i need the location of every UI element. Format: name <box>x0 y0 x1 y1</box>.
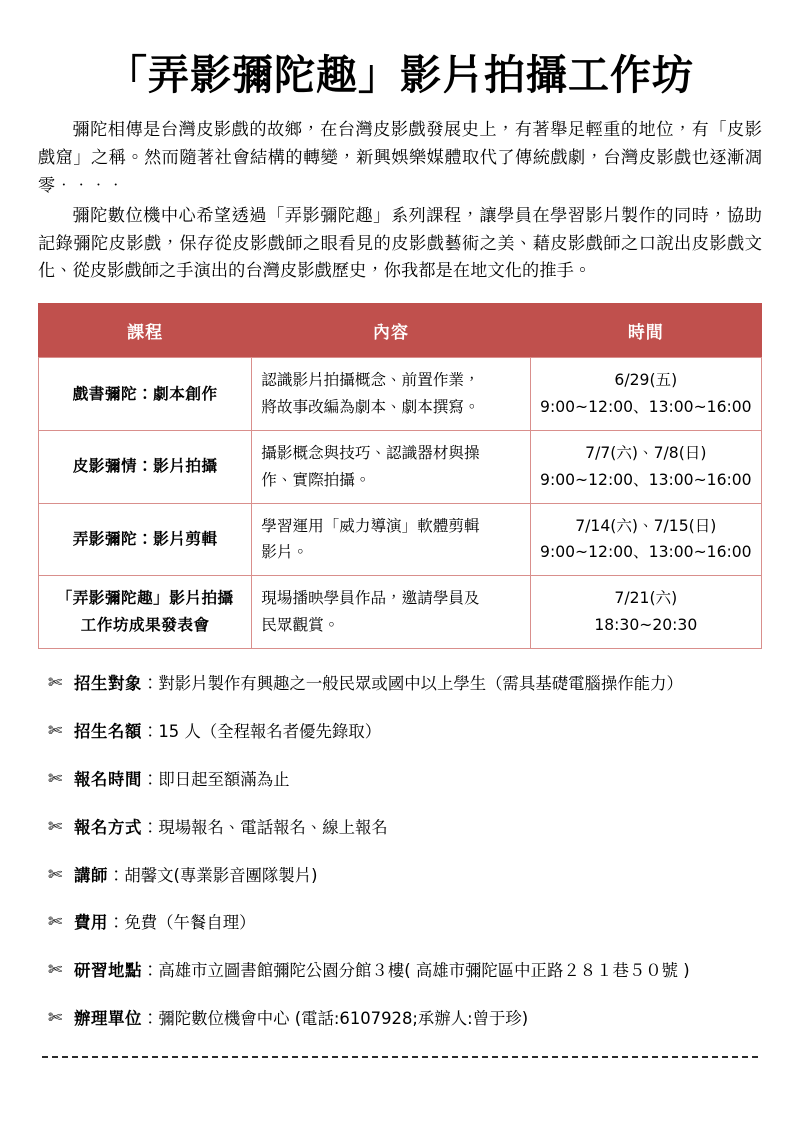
info-list <box>0 649 800 1032</box>
column-header-content: 內容 <box>252 304 530 358</box>
list-item <box>48 817 770 840</box>
cell-time-line: 9:00~12:00、13:00~16:00 <box>540 470 752 489</box>
scissors-bullet-icon: ✄ <box>48 864 63 885</box>
scissors-bullet-icon: ✄ <box>48 960 63 981</box>
cell-course <box>39 576 252 649</box>
list-item-text <box>74 960 770 982</box>
cell-time <box>530 430 761 503</box>
scissors-bullet-icon: ✄ <box>48 1008 63 1029</box>
list-item-value: ：即日起至額滿為止 <box>141 769 290 789</box>
scissors-bullet-icon: ✄ <box>48 672 63 693</box>
cell-content-line: 認識影片拍攝概念、前置作業， <box>261 371 480 390</box>
cell-time-line: 7/7(六)、7/8(日) <box>585 443 707 462</box>
cell-content-line: 影片。 <box>261 543 309 562</box>
column-header-time: 時間 <box>530 304 761 358</box>
cell-content <box>252 576 530 649</box>
list-item-text <box>74 912 770 934</box>
list-item-text <box>74 1008 770 1030</box>
cell-content-line: 將故事改編為劇本、劇本撰寫。 <box>261 398 480 417</box>
cell-content-line: 作、實際拍攝。 <box>261 470 371 489</box>
list-item <box>48 673 770 696</box>
list-item-label: 講師 <box>74 865 108 885</box>
cell-content-line: 攝影概念與技巧、認識器材與操 <box>261 443 480 462</box>
list-item-text <box>74 673 770 695</box>
list-item-text <box>74 865 770 887</box>
list-item-label: 辦理單位 <box>74 1009 142 1029</box>
cell-course: 皮影彌情：影片拍攝 <box>39 430 252 503</box>
cell-time-line: 6/29(五) <box>614 371 678 390</box>
cell-time-line: 9:00~12:00、13:00~16:00 <box>540 543 752 562</box>
column-header-course: 課程 <box>39 304 252 358</box>
list-item-value: ：現場報名、電話報名、線上報名 <box>141 817 388 837</box>
list-item-value: ：免費（午餐自理） <box>107 913 256 933</box>
scissors-bullet-icon: ✄ <box>48 720 63 741</box>
list-item-label: 報名方式 <box>74 817 142 837</box>
list-item <box>48 721 770 744</box>
intro-paragraph-2: 彌陀數位機中心希望透過「弄影彌陀趣」系列課程，讓學員在學習影片製作的同時，協助記錄彌陀皮影戲，保存從皮影戲師之眼看見的皮影戲藝術之美、藉皮影戲師之口說出皮影戲文化、從皮影戲師之手演出的台灣皮影戲歷史，你我都是在地文化的推手。 <box>38 205 762 282</box>
cell-course-line: 「弄影彌陀趣」影片拍攝 <box>56 589 234 608</box>
schedule-table-head <box>39 304 762 358</box>
list-item-value: ：彌陀數位機會中心 (電話:6107928;承辦人:曾于珍) <box>141 1009 529 1029</box>
list-item-text <box>74 817 770 839</box>
list-item-value: ：對影片製作有興趣之一般民眾或國中以上學生（需具基礎電腦操作能力） <box>141 673 683 693</box>
cell-content-line: 民眾觀賞。 <box>261 615 340 634</box>
cell-content-line: 現場播映學員作品，邀請學員及 <box>261 589 480 608</box>
list-item-text <box>74 721 770 743</box>
schedule-table-body <box>39 358 762 649</box>
list-item <box>48 960 770 983</box>
list-item <box>48 865 770 888</box>
scissors-bullet-icon: ✄ <box>48 816 63 837</box>
cell-time-line: 7/21(六) <box>614 589 678 608</box>
list-item <box>48 769 770 792</box>
cell-time <box>530 358 761 431</box>
cell-course: 弄影彌陀：影片剪輯 <box>39 503 252 576</box>
cell-time-line: 9:00~12:00、13:00~16:00 <box>540 398 752 417</box>
list-item-label: 報名時間 <box>74 769 142 789</box>
cell-content <box>252 503 530 576</box>
intro-paragraph-1: 彌陀相傳是台灣皮影戲的故鄉，在台灣皮影戲發展史上，有著舉足輕重的地位，有「皮影戲窟」之稱。然而隨著社會結構的轉變，新興娛樂媒體取代了傳統戲劇，台灣皮影戲也逐漸凋零．．．． <box>38 120 762 196</box>
list-item-label: 招生對象 <box>74 673 142 693</box>
table-row <box>39 576 762 649</box>
scissors-bullet-icon: ✄ <box>48 768 63 789</box>
table-row <box>39 358 762 431</box>
scissors-bullet-icon: ✄ <box>48 912 63 933</box>
cell-content <box>252 358 530 431</box>
schedule-table-wrapper <box>0 303 800 649</box>
cell-time <box>530 503 761 576</box>
cell-course-line: 工作坊成果發表會 <box>80 615 210 634</box>
list-item-value: ：胡馨文(專業影音團隊製片) <box>107 865 318 885</box>
list-item-value: ：15 人（全程報名者優先錄取） <box>141 721 382 741</box>
page-title: 「弄影彌陀趣」影片拍攝工作坊 <box>106 51 694 99</box>
list-item <box>48 912 770 935</box>
list-item-label: 費用 <box>74 913 108 933</box>
cell-time-line: 18:30~20:30 <box>594 615 698 634</box>
list-item-label: 研習地點 <box>74 961 142 981</box>
list-item-text <box>74 769 770 791</box>
table-header-row <box>39 304 762 358</box>
cell-content-line: 學習運用「威力導演」軟體剪輯 <box>261 516 480 535</box>
table-row <box>39 430 762 503</box>
table-row <box>39 503 762 576</box>
schedule-table <box>38 303 762 649</box>
list-item <box>48 1008 770 1031</box>
intro-paragraphs <box>0 117 800 286</box>
footer-divider <box>42 1056 758 1058</box>
cell-course: 戲書彌陀：劇本創作 <box>39 358 252 431</box>
cell-content <box>252 430 530 503</box>
list-item-label: 招生名額 <box>74 721 142 741</box>
cell-time <box>530 576 761 649</box>
cell-time-line: 7/14(六)、7/15(日) <box>575 516 717 535</box>
list-item-value: ：高雄市立圖書館彌陀公園分館３樓( 高雄市彌陀區中正路２８１巷５０號 ) <box>141 961 690 981</box>
